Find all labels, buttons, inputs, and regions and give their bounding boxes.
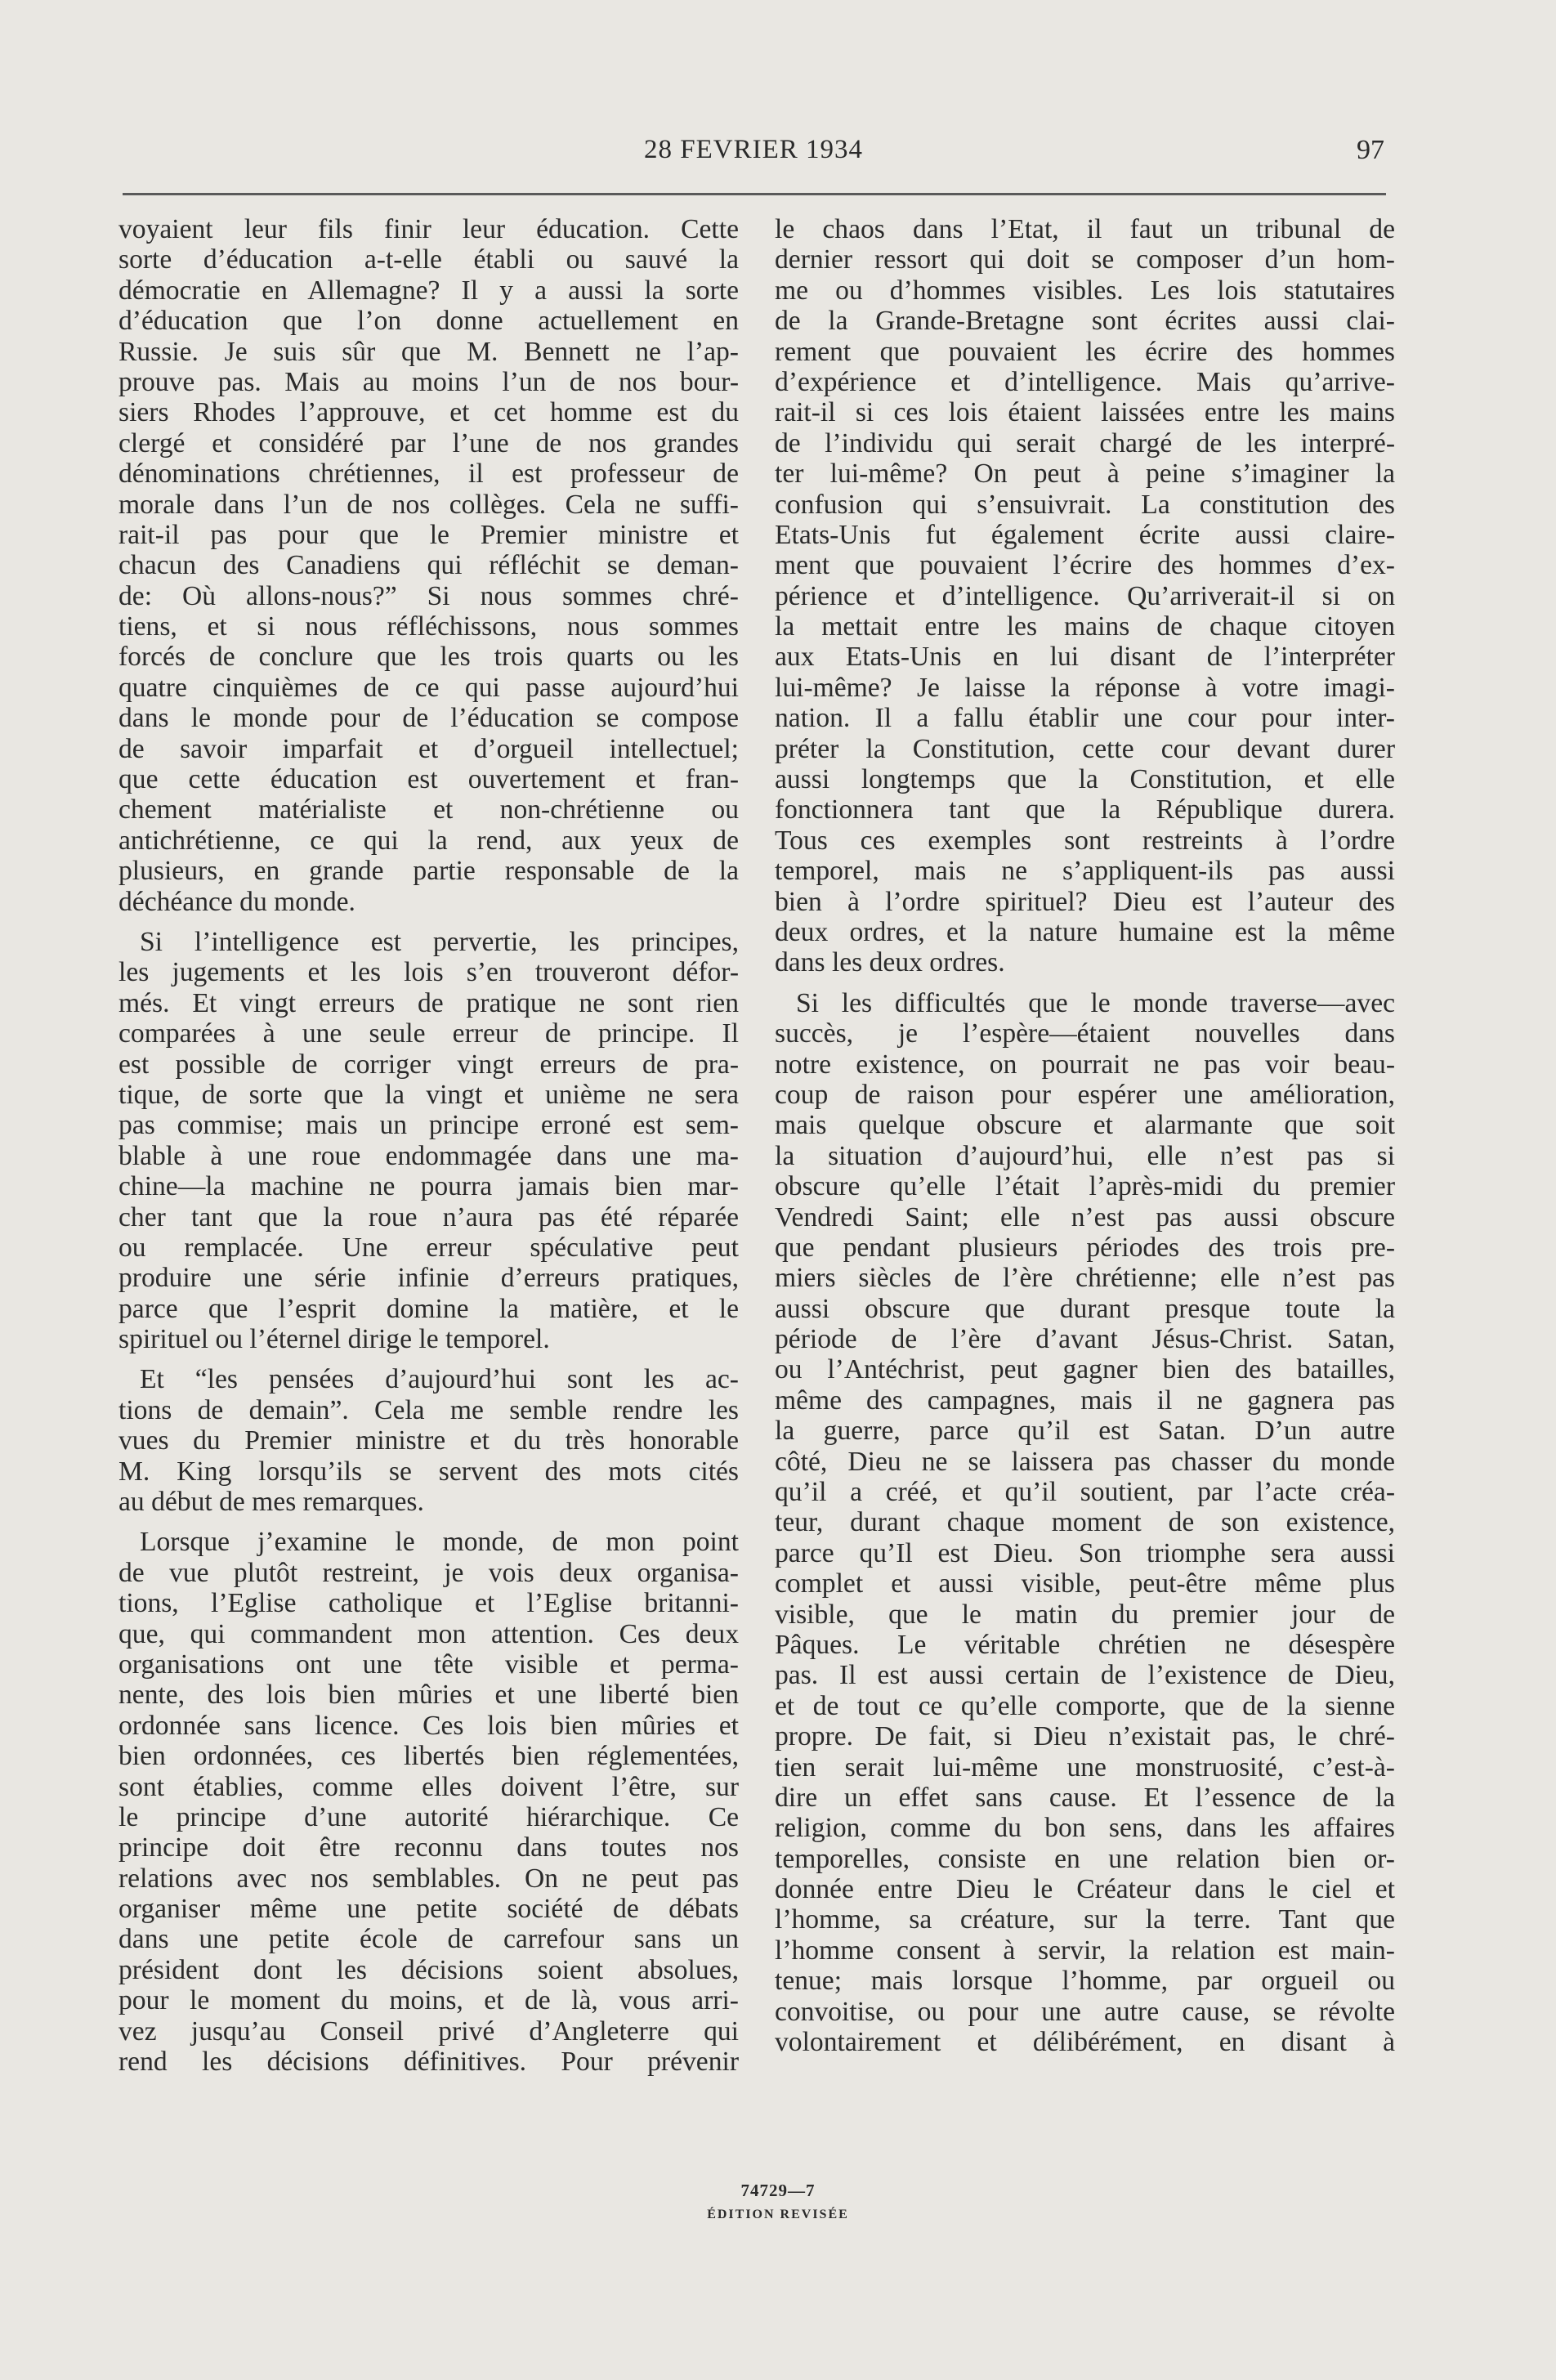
text-line: pour le moment du moins, et de là, vous arri-	[118, 1985, 739, 2016]
text-line: la mettait entre les mains de chaque citoyen	[775, 611, 1395, 642]
text-line: donnée entre Dieu le Créateur dans le ciel et	[775, 1874, 1395, 1905]
text-line: préter la Constitution, cette cour devant durer	[775, 733, 1395, 764]
text-line: coup de raison pour espérer une amélioration,	[775, 1079, 1395, 1110]
header-rule	[123, 193, 1386, 195]
text-line: relations avec nos semblables. On ne peut pas	[118, 1863, 739, 1894]
text-line: convoitise, ou pour une autre cause, se révolte	[775, 1996, 1395, 2027]
text-line: vez jusqu’au Conseil privé d’Angleterre qui	[118, 2015, 739, 2047]
text-line: dans le monde pour de l’éducation se compose	[118, 703, 739, 734]
text-line: clergé et considéré par l’une de nos grandes	[118, 427, 739, 459]
text-line: produire une série infinie d’erreurs pratiques,	[118, 1263, 739, 1294]
text-line: d’éducation que l’on donne actuellement en	[118, 306, 739, 337]
text-line: quatre cinquièmes de ce qui passe aujourd’hui	[118, 672, 739, 703]
text-line: lui-même? Je laisse la réponse à votre imagi-	[775, 672, 1395, 703]
text-line: nente, des lois bien mûries et une liberté bien	[118, 1680, 739, 1711]
text-line: aussi obscure que durant presque toute la	[775, 1293, 1395, 1324]
text-line: rait-il pas pour que le Premier ministre et	[118, 519, 739, 550]
text-line: visible, que le matin du premier jour de	[775, 1599, 1395, 1630]
text-line: tique, de sorte que la vingt et unième ne sera	[118, 1079, 739, 1110]
text-line: le principe d’une autorité hiérarchique. Ce	[118, 1801, 739, 1832]
text-line: rement que pouvaient les écrire des hommes	[775, 336, 1395, 367]
text-line: déchéance du monde.	[118, 886, 355, 917]
text-line: tions de demain”. Cela me semble rendre les	[118, 1394, 739, 1425]
text-line: mais quelque obscure et alarmante que soit	[775, 1110, 1395, 1141]
text-line: aussi longtemps que la Constitution, et elle	[775, 764, 1395, 795]
text-line: deux ordres, et la nature humaine est la même	[775, 916, 1395, 947]
text-line: rait-il si ces lois étaient laissées entre les mains	[775, 397, 1395, 428]
text-line: sont établies, comme elles doivent l’être, sur	[118, 1771, 739, 1802]
text-line: sorte d’éducation a-t-elle établi ou sauvé la	[118, 244, 739, 275]
text-line: organisations ont une tête visible et perma-	[118, 1649, 739, 1680]
text-line: bien ordonnées, ces libertés bien réglementées,	[118, 1741, 739, 1772]
left-column	[118, 214, 739, 2077]
page-number: 97	[1357, 135, 1384, 165]
text-line: tien serait lui-même une monstruosité, c’est-à-	[775, 1751, 1395, 1783]
text-line: ter lui-même? On peut à peine s’imaginer la	[775, 459, 1395, 490]
text-line: de l’individu qui serait chargé de les interpré-	[775, 427, 1395, 459]
text-line: parce que l’esprit domine la matière, et le	[118, 1293, 739, 1324]
text-line: Si les difficultés que le monde traverse—avec	[796, 987, 1395, 1018]
text-line: Lorsque j’examine le monde, de mon point	[140, 1527, 739, 1558]
text-line: et de tout ce qu’elle comporte, que de la sienne	[775, 1690, 1395, 1721]
text-line: notre existence, on pourrait ne pas voir beau-	[775, 1049, 1395, 1080]
page-date: 28 FEVRIER 1934	[643, 135, 863, 164]
text-line: que pendant plusieurs périodes des trois pre-	[775, 1232, 1395, 1263]
text-line: même des campagnes, mais il ne gagnera pas	[775, 1385, 1395, 1416]
text-line: de: Où allons-nous?” Si nous sommes chré-	[118, 580, 739, 611]
text-line: nation. Il a fallu établir une cour pour inter-	[775, 703, 1395, 734]
text-line: président dont les décisions soient absolues,	[118, 1954, 739, 1985]
text-line: morale dans l’un de nos collèges. Cela ne suffi-	[118, 489, 739, 520]
text-line: antichrétienne, ce qui la rend, aux yeux de	[118, 825, 739, 856]
text-line: spirituel ou l’éternel dirige le temporel.	[118, 1324, 550, 1355]
text-line: chement matérialiste et non-chrétienne ou	[118, 794, 739, 825]
text-line: volontairement et délibérément, en disant à	[775, 2027, 1395, 2058]
text-line: aux Etats-Unis en lui disant de l’interpréter	[775, 642, 1395, 673]
text-line: confusion qui s’ensuivrait. La constitution des	[775, 489, 1395, 520]
text-line: succès, je l’espère—étaient nouvelles dans	[775, 1018, 1395, 1049]
text-line: pas commise; mais un principe erroné est sem-	[118, 1110, 739, 1141]
text-line: ment que pouvaient l’écrire des hommes d’ex-	[775, 550, 1395, 581]
text-line: que, qui commandent mon attention. Ces deux	[118, 1618, 739, 1649]
text-line: qu’il a créé, et qu’il soutient, par l’acte créa-	[775, 1477, 1395, 1508]
text-line: voyaient leur fils finir leur éducation. Cette	[118, 214, 739, 244]
text-line: comparées à une seule erreur de principe. Il	[118, 1018, 739, 1049]
text-line: chacun des Canadiens qui réfléchit se deman-	[118, 550, 739, 581]
text-line: dénominations chrétiennes, il est professeur de	[118, 459, 739, 490]
text-line: période de l’ère d’avant Jésus-Christ. Satan,	[775, 1324, 1395, 1355]
text-line: blable à une roue endommagée dans une ma-	[118, 1140, 739, 1171]
text-line: prouve pas. Mais au moins l’un de nos bour-	[118, 366, 739, 397]
text-line: plusieurs, en grande partie responsable de la	[118, 856, 739, 887]
text-line: obscure qu’elle l’était l’après-midi du premier	[775, 1171, 1395, 1202]
text-line: l’homme consent à servir, la relation est main-	[775, 1935, 1395, 1966]
text-line: périence et d’intelligence. Qu’arriverait-il si on	[775, 580, 1395, 611]
text-line: l’homme, sa créature, sur la terre. Tant que	[775, 1904, 1395, 1935]
page-footer	[0, 2181, 1556, 2222]
print-code: 74729—7	[740, 2181, 816, 2200]
text-line: côté, Dieu ne se laissera pas chasser du monde	[775, 1446, 1395, 1477]
text-line: la guerre, parce qu’il est Satan. D’un autre	[775, 1416, 1395, 1447]
text-line: cher tant que la roue n’aura pas été réparée	[118, 1201, 739, 1232]
text-line: vues du Premier ministre et du très honorable	[118, 1425, 739, 1456]
text-line: tions, l’Eglise catholique et l’Eglise britanni-	[118, 1588, 739, 1619]
text-line: bien à l’ordre spirituel? Dieu est l’auteur des	[775, 886, 1395, 917]
text-line: forcés de conclure que les trois quarts ou les	[118, 642, 739, 673]
text-line: temporelles, consiste en une relation bien or-	[775, 1843, 1395, 1874]
text-line: de la Grande-Bretagne sont écrites aussi clai-	[775, 306, 1395, 337]
text-line: dans les deux ordres.	[775, 947, 1005, 978]
text-line: religion, comme du bon sens, dans les affaires	[775, 1813, 1395, 1844]
text-line: de vue plutôt restreint, je vois deux organisa-	[118, 1557, 739, 1588]
text-line: propre. De fait, si Dieu n’existait pas, le chré-	[775, 1721, 1395, 1752]
text-line: M. King lorsqu’ils se servent des mots cités	[118, 1456, 739, 1487]
text-line: de savoir imparfait et d’orgueil intellectuel;	[118, 733, 739, 764]
text-line: Si l’intelligence est pervertie, les principes,	[140, 926, 739, 957]
text-line: complet et aussi visible, peut-être même plus	[775, 1568, 1395, 1599]
right-column	[775, 214, 1395, 2057]
text-line: d’expérience et d’intelligence. Mais qu’arrive-	[775, 366, 1395, 397]
text-line: démocratie en Allemagne? Il y a aussi la sorte	[118, 275, 739, 306]
text-line: me ou d’hommes visibles. Les lois statutaires	[775, 275, 1395, 306]
text-line: ou l’Antéchrist, peut gagner bien des batailles,	[775, 1354, 1395, 1385]
text-line: ordonnée sans licence. Ces lois bien mûries et	[118, 1710, 739, 1741]
text-line: Russie. Je suis sûr que M. Bennett ne l’ap-	[118, 336, 739, 367]
text-line: au début de mes remarques.	[118, 1487, 424, 1518]
text-line: parce qu’Il est Dieu. Son triomphe sera aussi	[775, 1537, 1395, 1568]
text-line: rend les décisions définitives. Pour prévenir	[118, 2047, 739, 2078]
text-line: que cette éducation est ouvertement et fran-	[118, 764, 739, 795]
text-line: le chaos dans l’Etat, il faut un tribunal de	[775, 214, 1395, 244]
text-line: fonctionnera tant que la République durera.	[775, 794, 1395, 825]
text-line: tenue; mais lorsque l’homme, par orgueil ou	[775, 1966, 1395, 1997]
text-line: teur, durant chaque moment de son existence,	[775, 1507, 1395, 1538]
text-line: dans une petite école de carrefour sans un	[118, 1924, 739, 1955]
text-line: les jugements et les lois s’en trouveront défor-	[118, 957, 739, 988]
text-line: Tous ces exemples sont restreints à l’ordre	[775, 825, 1395, 856]
text-line: Etats-Unis fut également écrite aussi claire-	[775, 519, 1395, 550]
text-line: Vendredi Saint; elle n’est pas aussi obscure	[775, 1201, 1395, 1232]
text-line: est possible de corriger vingt erreurs de pra-	[118, 1049, 739, 1080]
text-line: organiser même une petite société de débats	[118, 1894, 739, 1925]
text-line: la situation d’aujourd’hui, elle n’est pas si	[775, 1140, 1395, 1171]
text-line: siers Rhodes l’approuve, et cet homme est du	[118, 397, 739, 428]
text-line: temporel, mais ne s’appliquent-ils pas aussi	[775, 856, 1395, 887]
page-header	[123, 135, 1384, 176]
text-line: dernier ressort qui doit se composer d’un hom-	[775, 244, 1395, 275]
text-line: Pâques. Le véritable chrétien ne désespère	[775, 1629, 1395, 1660]
text-line: ou remplacée. Une erreur spéculative peut	[118, 1232, 739, 1263]
edition-label: ÉDITION REVISÉE	[707, 2208, 849, 2221]
text-line: Et “les pensées d’aujourd’hui sont les ac-	[140, 1364, 739, 1395]
text-line: chine—la machine ne pourra jamais bien mar-	[118, 1171, 739, 1202]
text-line: principe doit être reconnu dans toutes nos	[118, 1832, 739, 1863]
text-line: dire un effet sans cause. Et l’essence de la	[775, 1782, 1395, 1813]
text-line: més. Et vingt erreurs de pratique ne sont rien	[118, 987, 739, 1018]
text-line: miers siècles de l’ère chrétienne; elle n’est pas	[775, 1263, 1395, 1294]
text-line: tiens, et si nous réfléchissons, nous sommes	[118, 611, 739, 642]
text-line: pas. Il est aussi certain de l’existence de Dieu,	[775, 1660, 1395, 1691]
